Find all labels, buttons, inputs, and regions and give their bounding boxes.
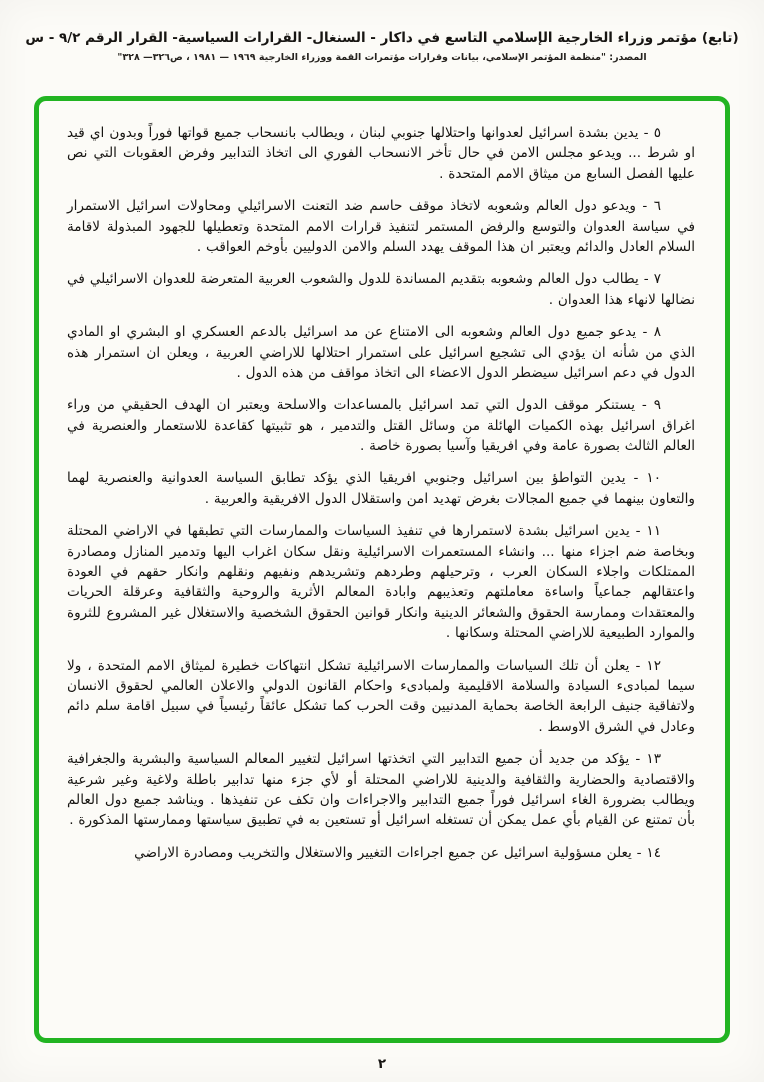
- content-frame: [34, 96, 730, 1043]
- resolution-paragraph-13: ١٣ - يؤكد من جديد أن جميع التدابير التي اتخذتها اسرائيل لتغيير المعالم السياسية والبشرية والجغرافية والاقتصادية والحضارية والثقافية والدينية للاراضي المحتلة أو لأي جزء منها تدابير باطلة ولاغية وغير شرعية ويطالب بضرورة الغاء اسرائيل فوراً جميع التدابير والاجراءات وان تكف عن تنفيذها . ويناشد جميع دول العالم بأن تمتنع عن القيام بأي عمل يمكن أن تستغله اسرائيل أو تستعين به في تطبيق سياستها وممارستها المذكورة .: [67, 751, 695, 829]
- document-header: [10, 30, 754, 63]
- resolution-paragraph-11: ١١ - يدين اسرائيل بشدة لاستمرارها في تنفيذ السياسات والممارسات التي تطبقها في الاراضي المحتلة وبخاصة ضم اجزاء منها ... وانشاء المستعمرات الاسرائيلية ونقل سكان اغراب اليها وتدمير المنازل ومصادرة الممتلكات واجلاء السكان العرب ، وترحيلهم وطردهم وتشريدهم ونفيهم ونقلهم وانكار حقهم في العودة واعتقالهم جماعياً واساءة معاملتهم وتعذيبهم وابادة المعالم الأثرية والروحية والثقافية وعرقلة الحريات والمعتقدات وممارسة الحقوق والشعائر الدينية وانكار قوانين الحقوق الشخصية والاستغلال غير المشروع للثروة والموارد الطبيعية للاراضي المحتلة وسكانها .: [67, 523, 695, 642]
- document-source-line: المصدر: "منظمة المؤتمر الإسلامي، بيانات وقرارات مؤتمرات القمة ووزراء الخارجية ١٩٦٩ — ١٩٨١ ، ص٣٢٦— ٣٢٨": [117, 52, 647, 63]
- resolution-paragraph-6: ٦ - ويدعو دول العالم وشعوبه لاتخاذ موقف حاسم ضد التعنت الاسرائيلي ومحاولات اسرائيل الاستمرار في سياسة العدوان والتوسع والرفض المستمر لتنفيذ قرارات الامم المتحدة وتعطيلها للجهود المبذولة لاقامة السلام العادل والدائم ويعتبر ان هذا الموقف يهدد السلم والامن الدوليين بأوخم العواقب .: [67, 198, 695, 255]
- page-number: ٢: [377, 1056, 387, 1072]
- resolution-paragraph-8: ٨ - يدعو جميع دول العالم وشعوبه الى الامتناع عن مد اسرائيل بالدعم العسكري او البشري او المادي الذي من شأنه ان يؤدي الى تشجيع اسرائيل على استمرار احتلالها للاراضي العربية ، ويعلن ان استمرار هذه الدول في دعم اسرائيل سيضطر الدول الاعضاء الى اتخاذ مواقف من هذه الدول .: [67, 324, 695, 381]
- resolution-paragraph-5: ٥ - يدين بشدة اسرائيل لعدوانها واحتلالها جنوبي لبنان ، ويطالب بانسحاب جميع قواتها فوراً وبدون اي قيد او شرط ... ويدعو مجلس الامن في حال تأخر الانسحاب الفوري الى اتخاذ التدابير وفرض العقوبات التي نص عليها الفصل السابع من ميثاق الامم المتحدة .: [67, 125, 695, 182]
- resolution-paragraph-14: ١٤ - يعلن مسؤولية اسرائيل عن جميع اجراءات التغيير والاستغلال والتخريب ومصادرة الاراضي: [134, 844, 661, 861]
- resolution-paragraph-10: ١٠ - يدين التواطؤ بين اسرائيل وجنوبي افريقيا الذي يؤكد تطابق السياسة العدوانية والعنصرية لهما والتعاون بينهما في جميع المجالات بغرض تهديد امن واستقلال الدول الافريقية والعربية .: [67, 470, 695, 507]
- resolution-paragraph-9: ٩ - يستنكر موقف الدول التي تمد اسرائيل بالمساعدات والاسلحة ويعتبر ان الهدف الحقيقي من وراء اغراق اسرائيل بهذه الكميات الهائلة من وسائل القتل والتدمير ، هو تثبيتها كقاعدة للاستعمار والعنصرية في العالم الثالث بصورة عامة وفي افريقيا وآسيا بصورة خاصة .: [67, 397, 695, 455]
- resolution-paragraph-12: ١٢ - يعلن أن تلك السياسات والممارسات الاسرائيلية تشكل انتهاكات خطيرة لميثاق الامم المتحدة ، ولا سيما لمبادىء السيادة والسلامة الاقليمية ولمبادىء واحكام القانون الدولي والاعلان العالمي لحقوق الانسان ولاتفاقية جنيف الرابعة الخاصة بحماية المدنيين وقت الحرب كما تشكل عائقاً رئيسياً في سبيل اقامة سلم دائم وعادل في الشرق الاوسط .: [67, 657, 695, 735]
- document-title: (تابع) مؤتمر وزراء الخارجية الإسلامي التاسع في داكار - السنغال- القرارات السياسية- القرار الرقم ٩/٢ - س: [25, 30, 739, 46]
- resolution-paragraph-7: ٧ - يطالب دول العالم وشعوبه بتقديم المساندة للدول والشعوب العربية المتعرضة للعدوان الاسرائيلي في نضالها لانهاء هذا العدوان .: [67, 271, 695, 308]
